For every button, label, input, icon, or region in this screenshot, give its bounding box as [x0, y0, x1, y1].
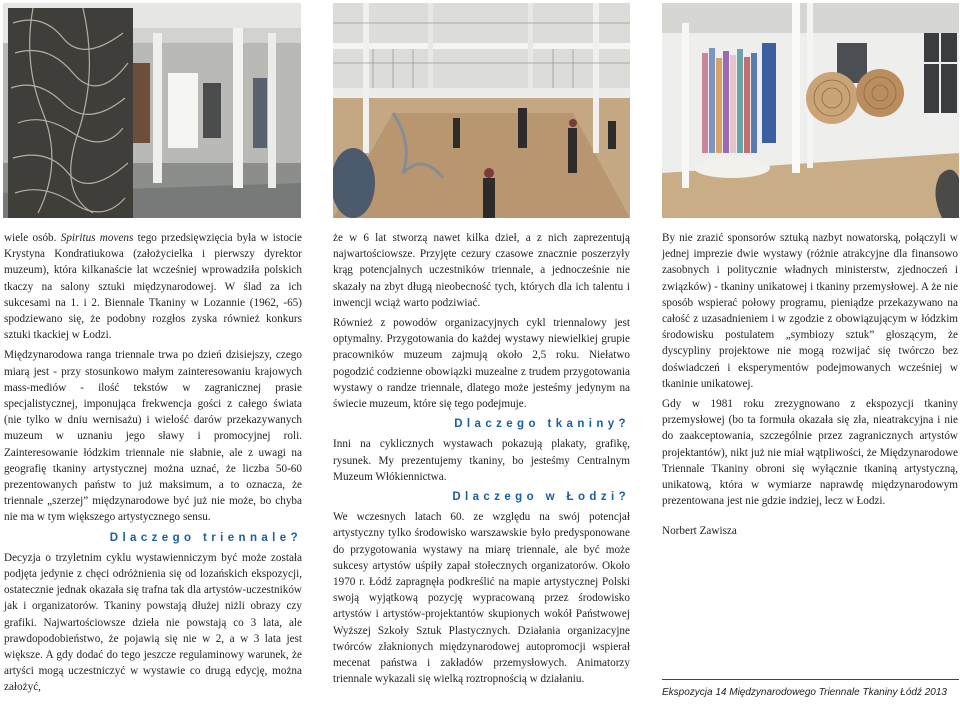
paragraph: że w 6 lat stworzą nawet kilka dzieł, a z nich zaprezentują najwartościowsze. Przyjęte cezury czasowe znacznie poszerzyły krąg potencjalnych uczestników triennale, a jednocześnie nie skazały na zbyt długą nieobecność tych, których dla ich talentu i inwencji wciąż warto podziwiać. [333, 232, 630, 309]
paragraph: wiele osób. Spiritus movens tego przedsięwzięcia była w istocie Krystyna Kondratiukowa (założycielka i pierwszy dyrektor muzeum), która kilkanaście lat wcześniej wprowadziła polskich tkaczy na salony sztuki międzynarodowej. W ślad za ich sukcesami na 1. i 2. Biennale Tkaniny w Lozannie (1962, -65) spodziewano się, że podobny rozgłos zyska również konkurs sztuki tkackiej w Łodzi. [4, 232, 302, 342]
text-column-2 [333, 230, 630, 691]
paragraph: Międzynarodowa ranga triennale trwa po dzień dzisiejszy, czego miarą jest - przy stosunkowo małym zainteresowaniu krajowych mass-mediów - ilość tekstów w zagranicznej prasie specjalistycznej, imponująca frekwencja gości z całego świata (nie tylko w dniu wernisażu) i wielość darów przekazywanych muzeum w uznaniu jego sławy i promocyjnej roli. Zainteresowanie łódzkim triennale nie słabnie, ale z uwagi na geografię tkaniny artystycznej można uznać, że liczba 50-60 prezentowanych państw to już maksimum, a to oznacza, że triennale „szerzej” międzynarodowe być już nie może, bo chyba nie ma w tym większego artystycznego sensu. [4, 349, 302, 524]
photo-gallery-hall [3, 3, 301, 218]
photo-textile-installations [662, 3, 959, 218]
text-column-3 [662, 230, 958, 544]
photo-atrium-visitors [333, 3, 630, 218]
paragraph: Inni na cyklicznych wystawach pokazują plakaty, grafikę, rysunek. My prezentujemy tkaniny, bo jesteśmy Centralnym Muzeum Włókiennictwa. [333, 438, 630, 483]
section-heading-triennale: Dlaczego triennale? [109, 531, 302, 544]
emphasis: Spiritus movens [60, 232, 134, 244]
paragraph: By nie zrazić sponsorów sztuką nazbyt nowatorską, połączyli w jednej imprezie dwie wystawy (różnie atrakcyjne dla finansowo zasobnych i politycznie władnych ministerstw, zjednoczeń i związków) - tkaniny unikatowej i tkaniny przemysłowej. A że nie sposób wspierać połowy programu, pieniądze przekazywano na całość z uzasadnieniem i w zgodzie z obowiązującym w łódzkim środowisku postulatem „symbiozy sztuk” głoszącym, że dyscypliny projektowe nie mogą rozwijać się twórczo bez doświadczeń i eksperymentów podejmowanych wcześniej w tkaninie unikatowej. [662, 232, 958, 390]
footer-caption: Ekspozycja 14 Międzynarodowego Triennale Tkaniny Łódź 2013 [662, 687, 947, 698]
author-signature: Norbert Zawisza [662, 525, 737, 538]
paragraph: Gdy w 1981 roku zrezygnowano z ekspozycji tkaniny przemysłowej (bo ta formuła okazała się zła, nieatrakcyjna i nie do zaakceptowania, szczególnie przez zagranicznych artystów projektantów), nikt już nie miał wątpliwości, że Międzynarodowe Triennale Tkaniny obroni się wyłącznie tkaniną artystyczną, unikatową, która w wymiarze naprawdę międzynarodowym prezentowana jest nie gdzie indziej, lecz w Łodzi. [662, 398, 958, 508]
footer-divider [662, 679, 959, 680]
paragraph: Również z powodów organizacyjnych cykl triennalowy jest optymalny. Przygotowania do każdej wystawy niewielkiej grupie pracowników muzeum zajmują około 2,5 roku. Niełatwo pogodzić codzienne obowiązki muzealne z trudem przygotowania wystawy o randze triennale, dlatego może jesteśmy jedynym na świecie muzeum, które się tego podejmuje. [333, 317, 630, 411]
section-heading-lodz: Dlaczego w Łodzi? [452, 491, 630, 504]
section-heading-tkaniny: Dlaczego tkaniny? [454, 418, 630, 431]
paragraph: Decyzja o trzyletnim cyklu wystawienniczym być może została podjęta jedynie z chęci odróżnienia się od lozańskich ekspozycji, ostatecznie jednak okazała się trafna tak dla artystów-uczestników jak i organizatorów. Tkaniny powstają dłużej niżli obrazy czy grafiki. Najwartościowsze dzieła nie powstają co 3 lata, ale prawdopodobieństwo, że pojawią się nie w 2, a w 3 lata jest większe. A gdy dodać do tego jeszcze regulaminowy warunek, że artyści mogą uczestniczyć w wystawie co drugą edycję, można założyć, [4, 551, 302, 694]
paragraph: We wczesnych latach 60. ze względu na swój potencjał artystyczny tylko środowisko warszawskie było predysponowane do przygotowania wystawy na miarę triennale, ale być może sukcesy artystów uśpiły zapał stołecznych organizatorów. Około 1970 r. Łódź zapragnęła podkreślić na mapie artystycznej Polski swoją wyjątkową pozycję wypracowaną przez środowisko artystów i artystów-projektantów skupionych wokół Państwowej Wyższej Szkoły Sztuk Plastycznych. Działania organizacyjne twórców złaknionych międzynarodowej autopromocji wspierał mecenat państwa i zakładów przemysłowych. Animatorzy triennale wykazali się wielką roztropnością w działaniu. [333, 511, 630, 686]
text-column-1 [4, 230, 302, 700]
